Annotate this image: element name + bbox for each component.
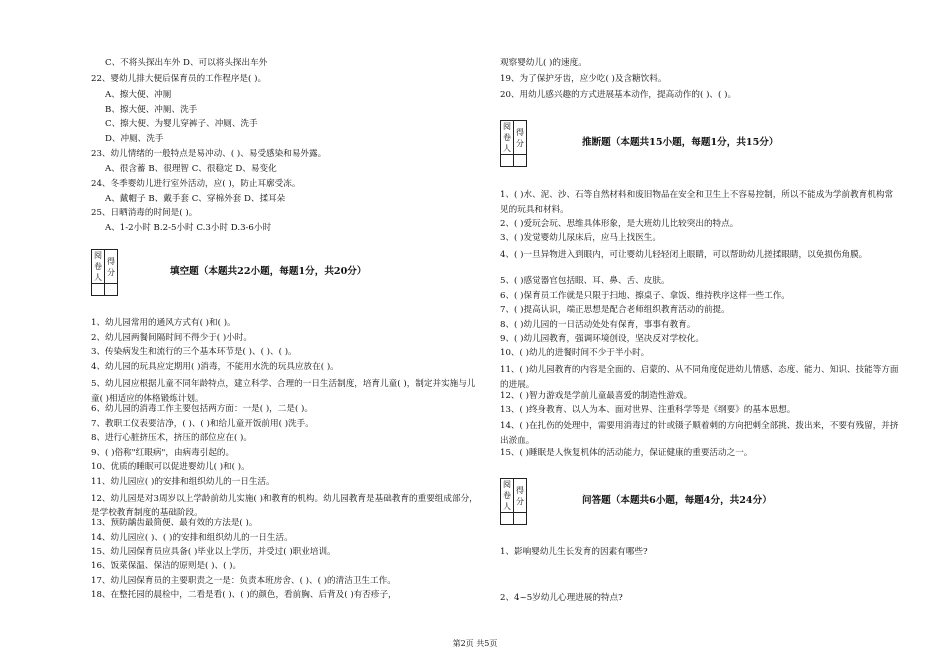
question-line: 观察婴幼儿( )的速度。	[500, 58, 587, 68]
score-box-cell	[501, 513, 514, 525]
question-line: 2、幼儿园两餐间隔时间不得少于( )小时。	[91, 333, 252, 343]
section-title-true-false: 推断题（本题共15小题，每题1分，共15分）	[582, 137, 779, 148]
score-box-cell	[105, 284, 118, 296]
question-line: 13、( )终身教育、以人为本、面对世界、注重科学等是《纲要》的基本思想。	[500, 405, 796, 415]
question-line: 5、幼儿园应根据儿童不同年龄特点，建立科学、合理的一日生活制度，培育儿童( )，制定并实施与儿童( )相适应的体格锻炼计划。	[91, 379, 476, 404]
question-line: 1、影响婴幼儿生长发育的因素有哪些?	[500, 547, 648, 557]
section-title-short-answer: 问答题（本题共6小题，每题4分，共24分）	[582, 495, 772, 506]
question-line: 11、( )幼儿园教育的内容是全面的、启蒙的、从不同角度促进幼儿情感、态度、能力、知识、技能等方面的进展。	[500, 365, 899, 390]
question-line: 1、( )水、泥、沙、石等自然材料和废旧物品在安全和卫生上不容易控制，所以不能成为学前教育机构常见的玩具和材料。	[500, 190, 894, 215]
score-box-cell	[92, 284, 105, 296]
option-line: A、1-2小时 B.2-5小时 C.3小时 D.3-6小时	[105, 223, 272, 233]
question-line: 17、幼儿园保育员的主要职责之一是：负责本班房舍、( )、( )的清洁卫生工作。	[91, 576, 396, 586]
score-box	[91, 249, 118, 296]
question-line: 12、幼儿园是对3周岁以上学龄前幼儿实施( )和教育的机构。幼儿园教育是基础教育的重要组成部分，是学校教育制度的基础阶段。	[91, 494, 478, 518]
option-line: B、擦大便、冲厕、洗手	[105, 105, 198, 115]
question-line: 3、传染病发生和流行的三个基本环节是( )、( )、( )。	[91, 347, 297, 357]
score-box-score-label: 得分	[514, 121, 527, 155]
option-line: A、戴帽子 B、戴手套 C、穿棉外套 D、揉耳朵	[105, 194, 286, 204]
question-line: 3、( )发觉婴幼儿尿床后，应马上找医生。	[500, 233, 661, 243]
section-title-fill-blank: 填空题（本题共22小题，每题1分，共20分）	[170, 266, 367, 277]
question-line: 8、进行心脏挤压术，挤压的部位应在( )。	[91, 433, 252, 443]
question-line: C、不将头探出车外 D、可以将头探出车外	[105, 58, 268, 68]
question-line: 2、4~5岁幼儿心理进展的特点?	[500, 593, 623, 603]
option-line: A、擦大便、冲厕	[105, 90, 172, 100]
question-line: 5、( )感觉器官包括眼、耳、鼻、舌、皮肤。	[500, 276, 670, 286]
question-line: 6、( )保育员工作就是只限于扫地、擦桌子、拿饭、维持秩序这样一些工作。	[500, 291, 790, 301]
score-box-score-label: 得分	[105, 250, 118, 284]
question-line: 22、婴幼儿排大便后保育员的工作程序是( )。	[91, 74, 267, 84]
question-line: 15、幼儿园保育员应具备( )毕业以上学历，并受过( )职业培训。	[91, 547, 336, 557]
question-line: 2、( )爱玩会玩、思维具体形象，是大班幼儿比较突出的特点。	[500, 219, 739, 229]
score-box-cell	[501, 155, 514, 167]
question-line: 12、( )智力游戏是学前儿童最喜爱的制造性游戏。	[500, 391, 693, 401]
question-line: 7、教职工仪表要洁净，( )、( )和给儿童开饭前用( )洗手。	[91, 419, 314, 429]
question-line: 15、( )睡眠是人恢复机体的活动能力，保证健康的重要活动之一。	[500, 448, 753, 458]
score-box-reviewer-label: 阅卷人	[501, 479, 514, 513]
option-line: A、很含蓄 B、很理智 C、很稳定 D、易变化	[105, 164, 277, 174]
question-line: 25、日晒消毒的时间是( )。	[91, 208, 198, 218]
question-line: 7、( )提高认识，端正思想是配合老师组织教育活动的前提。	[500, 305, 730, 315]
question-line: 23、幼儿情绪的一般特点是易冲动、( )、易受感染和易外露。	[91, 149, 327, 159]
question-line: 18、在整托园的晨检中，二看是看( )、( )的颜色，看前胸、后背及( )有否疹子，	[91, 590, 397, 600]
question-line: 13、预防龋齿最简便、最有效的方法是( )。	[91, 518, 258, 528]
question-line: 10、( )幼儿的进餐时间不少于半小时。	[500, 348, 650, 358]
question-line: 24、冬季婴幼儿进行室外活动，应( )，防止耳廓受冻。	[91, 179, 301, 189]
question-line: 16、饭菜保温、保洁的原则是( )、( )。	[91, 561, 242, 571]
score-box-reviewer-label: 阅卷人	[92, 250, 105, 284]
question-line: 14、幼儿园应( )、( )的安排和组织幼儿的一日生活。	[91, 533, 293, 543]
option-line: D、冲厕、洗手	[105, 134, 164, 144]
page-footer: 第2页 共5页	[452, 639, 498, 648]
question-line: 10、优质的睡眠可以促进婴幼儿( )和( )。	[91, 462, 250, 472]
question-line: 8、( )幼儿园的一日活动处处有保育，事事有教育。	[500, 320, 696, 330]
question-line: 6、幼儿园的消毒工作主要包括两方面：一是( )，二是( )。	[91, 404, 313, 414]
question-line: 9、( )幼儿园教育，强调环境创设，坚决反对学校化。	[500, 334, 704, 344]
score-box-cell	[514, 155, 527, 167]
question-line: 14、( )在扎伤的处理中，需要用消毒过的针或镊子顺着刺的方向把刺全部挑、拨出来，不要有残留，并挤出淤血。	[500, 421, 899, 446]
question-line: 1、幼儿园常用的通风方式有( )和( )。	[91, 318, 236, 328]
score-box-reviewer-label: 阅卷人	[501, 121, 514, 155]
option-line: C、擦大便、为婴儿穿裤子、冲厕、洗手	[105, 119, 258, 129]
question-line: 4、( )一旦异物进入到眼内，可让婴幼儿轻轻闭上眼睛，可以帮助幼儿搓揉眼睛，以免损伤角膜。	[500, 250, 868, 260]
score-box-score-label: 得分	[514, 479, 527, 513]
score-box	[500, 120, 527, 167]
question-line: 4、幼儿园的玩具应定期用( )消毒，不能用水洗的玩具应放在( )。	[91, 362, 339, 372]
score-box	[500, 478, 527, 525]
question-line: 20、用幼儿感兴趣的方式进展基本动作，提高动作的( )、( )。	[500, 90, 737, 100]
question-line: 9、( )俗称"红眼病"，由病毒引起的。	[91, 448, 235, 458]
score-box-cell	[514, 513, 527, 525]
question-line: 11、幼儿园应( )的安排和组织幼儿的一日生活。	[91, 477, 275, 487]
question-line: 19、为了保护牙齿，应少吃( )及含糖饮料。	[500, 74, 667, 84]
